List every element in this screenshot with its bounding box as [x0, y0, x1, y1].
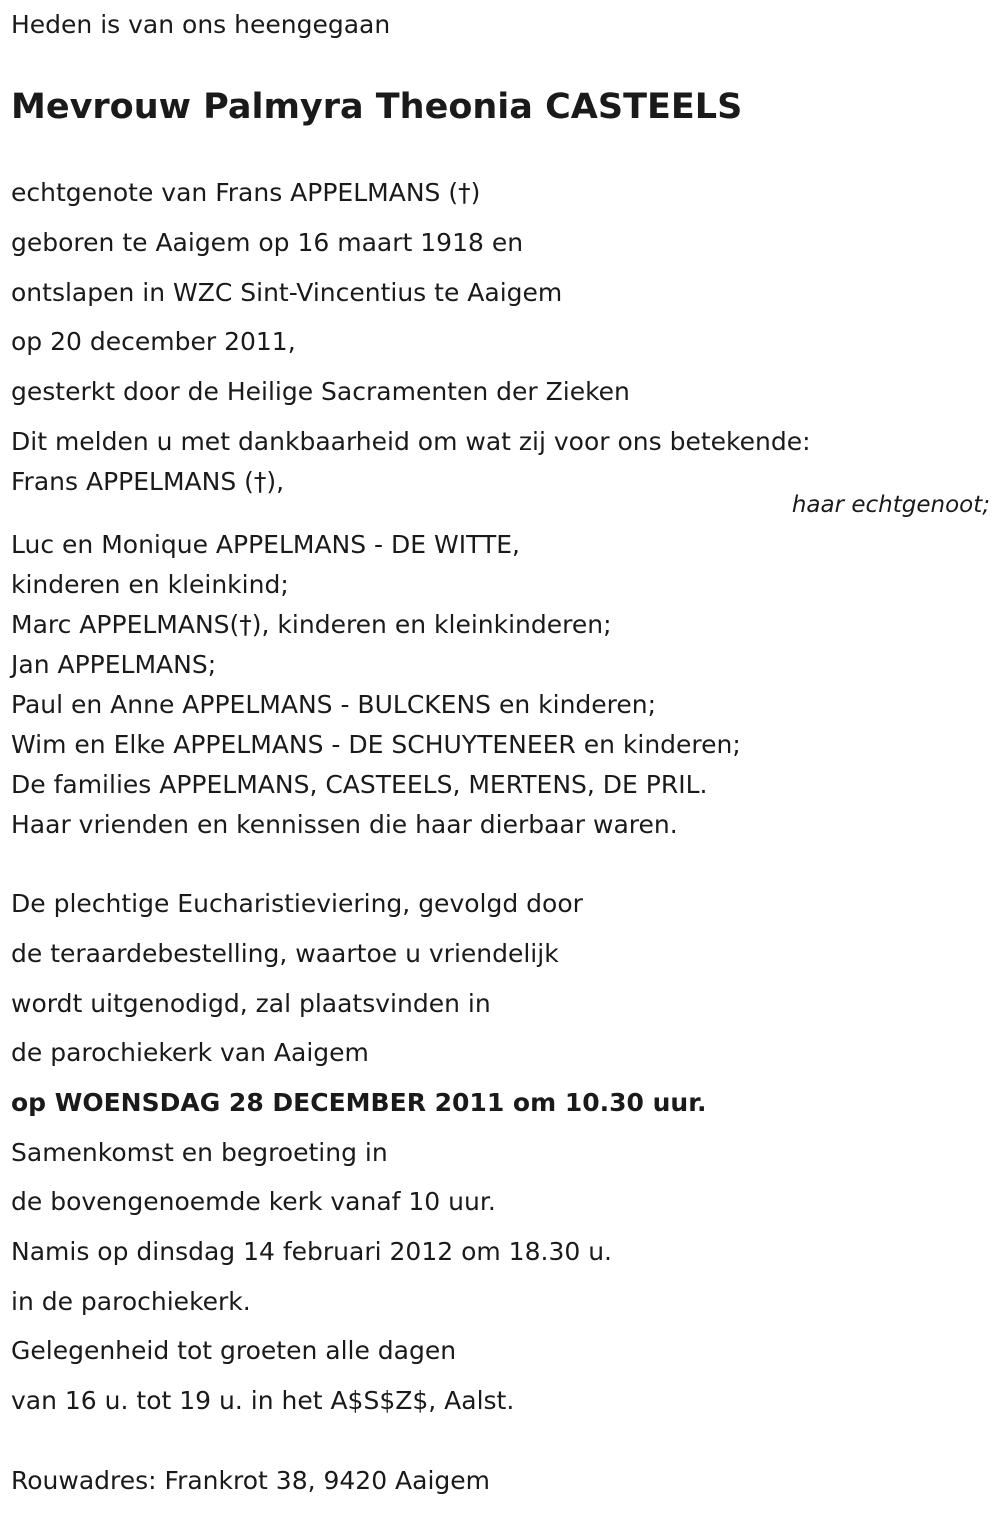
bio-line: gesterkt door de Heilige Sacramenten der Zieken: [11, 377, 630, 406]
service-line: de teraardebestelling, waartoe u vriendelijk: [11, 939, 559, 968]
service-line: De plechtige Eucharistieviering, gevolgd door: [11, 889, 583, 918]
service-after-line: de bovengenoemde kerk vanaf 10 uur.: [11, 1187, 496, 1216]
family-line: Paul en Anne APPELMANS - BULCKENS en kinderen;: [11, 690, 657, 719]
service-line: wordt uitgenodigd, zal plaatsvinden in: [11, 989, 491, 1018]
intro-text: Heden is van ons heengegaan: [11, 10, 391, 39]
family-line: Jan APPELMANS;: [11, 650, 217, 679]
family-line: Haar vrienden en kennissen die haar dierbaar waren.: [11, 810, 678, 839]
mourners-intro: Dit melden u met dankbaarheid om wat zij voor ons betekende:: [11, 427, 811, 456]
service-after-line: Namis op dinsdag 14 februari 2012 om 18.30 u.: [11, 1237, 612, 1266]
family-line: kinderen en kleinkind;: [11, 570, 289, 599]
spouse-line: Frans APPELMANS (†),: [11, 467, 285, 496]
service-after-line: Samenkomst en begroeting in: [11, 1138, 388, 1167]
family-line: De families APPELMANS, CASTEELS, MERTENS, DE PRIL.: [11, 770, 708, 799]
bio-line: echtgenote van Frans APPELMANS (†): [11, 178, 481, 207]
service-datetime: op WOENSDAG 28 DECEMBER 2011 om 10.30 uur.: [11, 1088, 707, 1117]
family-line: Marc APPELMANS(†), kinderen en kleinkinderen;: [11, 610, 612, 639]
service-after-line: in de parochiekerk.: [11, 1287, 251, 1316]
service-after-line: Gelegenheid tot groeten alle dagen: [11, 1336, 457, 1365]
deceased-name: Mevrouw Palmyra Theonia CASTEELS: [11, 87, 743, 127]
family-line: Wim en Elke APPELMANS - DE SCHUYTENEER en kinderen;: [11, 730, 741, 759]
bio-line: op 20 december 2011,: [11, 327, 296, 356]
family-line: Luc en Monique APPELMANS - DE WITTE,: [11, 530, 520, 559]
mourning-address: Rouwadres: Frankrot 38, 9420 Aaigem: [11, 1466, 491, 1495]
spouse-role: haar echtgenoot;: [791, 492, 990, 518]
service-line: de parochiekerk van Aaigem: [11, 1038, 369, 1067]
service-after-line: van 16 u. tot 19 u. in het A$S$Z$, Aalst.: [11, 1386, 515, 1415]
bio-line: ontslapen in WZC Sint-Vincentius te Aaigem: [11, 278, 563, 307]
bio-line: geboren te Aaigem op 16 maart 1918 en: [11, 228, 524, 257]
